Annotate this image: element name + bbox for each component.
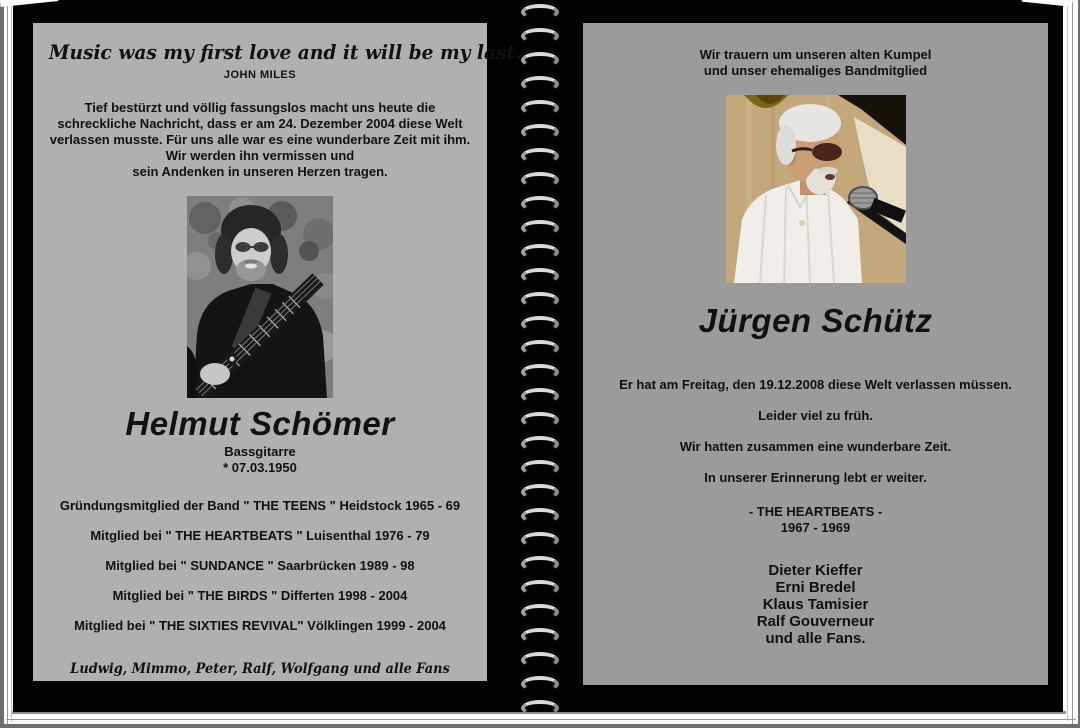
binder-ring (521, 100, 559, 116)
binder-ring (521, 700, 559, 716)
tribute-line: Er hat am Freitag, den 19.12.2008 diese Welt verlassen müssen. (619, 377, 1012, 392)
binder-ring (521, 676, 559, 692)
binder-ring (521, 4, 559, 20)
spiral-binding (521, 4, 559, 716)
quote-author: JOHN MILES (223, 69, 297, 81)
binder-ring (521, 148, 559, 164)
binder-ring (521, 532, 559, 548)
binder-ring (521, 580, 559, 596)
binder-ring (521, 364, 559, 380)
binder-ring (521, 316, 559, 332)
tribute-line: Leider viel zu früh. (758, 408, 873, 423)
instrument-label: Bassgitarre (224, 444, 296, 459)
membership-line: Mitglied bei " THE SIXTIES REVIVAL" Völklingen 1999 - 2004 (74, 618, 446, 633)
obituary-paragraph (33, 100, 487, 180)
binder-ring (521, 604, 559, 620)
membership-line: Mitglied bei " THE HEARTBEATS " Luisenthal 1976 - 79 (90, 528, 430, 543)
binder-ring (521, 556, 559, 572)
stack-edge-line (7, 0, 8, 724)
intro-line: Wir trauern um unseren alten Kumpel (699, 47, 932, 62)
mourner-name: Klaus Tamisier (762, 596, 869, 613)
binder-ring (521, 652, 559, 668)
binder-ring (521, 196, 559, 212)
band-name: - THE HEARTBEATS - (748, 504, 883, 519)
right-memorial-page (583, 23, 1048, 685)
binder-ring (521, 508, 559, 524)
binder-ring (521, 244, 559, 260)
binder-ring (521, 628, 559, 644)
binder-ring (521, 292, 559, 308)
juergen-schuetz-photo (726, 95, 906, 283)
band-years: 1967 - 1969 (780, 520, 851, 535)
mourner-name: Ralf Gouverneur (756, 613, 875, 630)
quote-text: Music was my first love and it will be my last. (48, 40, 522, 64)
mourner-name: und alle Fans. (765, 630, 866, 647)
binder-ring (521, 412, 559, 428)
binder-ring (521, 52, 559, 68)
binder-ring (521, 172, 559, 188)
deceased-name: Jürgen Schütz (698, 302, 933, 339)
tribute-text (583, 377, 1048, 486)
birth-date: * 07.03.1950 (223, 460, 297, 475)
obituary-line: verlassen musste. Für uns alle war es eine wunderbare Zeit mit ihm. (49, 132, 471, 147)
binder-ring (521, 460, 559, 476)
binder-ring (521, 340, 559, 356)
binder-ring (521, 484, 559, 500)
membership-line: Mitglied bei " THE BIRDS " Differten 1998 - 2004 (112, 588, 408, 603)
left-memorial-page (33, 23, 522, 681)
binder-ring (521, 388, 559, 404)
tribute-line: In unserer Erinnerung lebt er weiter. (704, 470, 927, 485)
stack-edge-line (1072, 2, 1073, 724)
membership-line: Mitglied bei " SUNDANCE " Saarbrücken 1989 - 98 (105, 558, 415, 573)
binder-ring (521, 268, 559, 284)
stack-edge-line (11, 6, 12, 722)
stack-edge-line (6, 719, 1076, 720)
helmut-schoemer-photo (187, 196, 333, 398)
intro-line: und unser ehemaliges Bandmitglied (703, 63, 928, 78)
obituary-line: Tief bestürzt und völlig fassungslos macht uns heute die (84, 100, 436, 115)
obituary-line: sein Andenken in unseren Herzen tragen. (132, 164, 388, 179)
deceased-name: Helmut Schömer (125, 405, 395, 442)
binder-ring (521, 28, 559, 44)
binder-ring (521, 220, 559, 236)
stack-edge-line (1067, 6, 1068, 721)
mourners-list (583, 562, 1048, 647)
obituary-line: schreckliche Nachricht, dass er am 24. Dezember 2004 diese Welt (57, 116, 463, 131)
binder-ring (521, 124, 559, 140)
mourner-name: Erni Bredel (775, 579, 856, 596)
tribute-line: Wir hatten zusammen eine wunderbare Zeit. (679, 439, 952, 454)
obituary-line: Wir werden ihn vermissen und (165, 148, 355, 163)
membership-line: Gründungsmitglied der Band " THE TEENS " Heidstock 1965 - 69 (59, 498, 461, 513)
farewell-signatures: Ludwig, Mimmo, Peter, Ralf, Wolfgang und alle Fans (70, 661, 450, 677)
mourning-intro (583, 23, 1048, 79)
binder-ring (521, 436, 559, 452)
band-block (583, 504, 1048, 536)
band-memberships (33, 498, 487, 634)
binder-ring (521, 76, 559, 92)
mourner-name: Dieter Kieffer (768, 562, 863, 579)
